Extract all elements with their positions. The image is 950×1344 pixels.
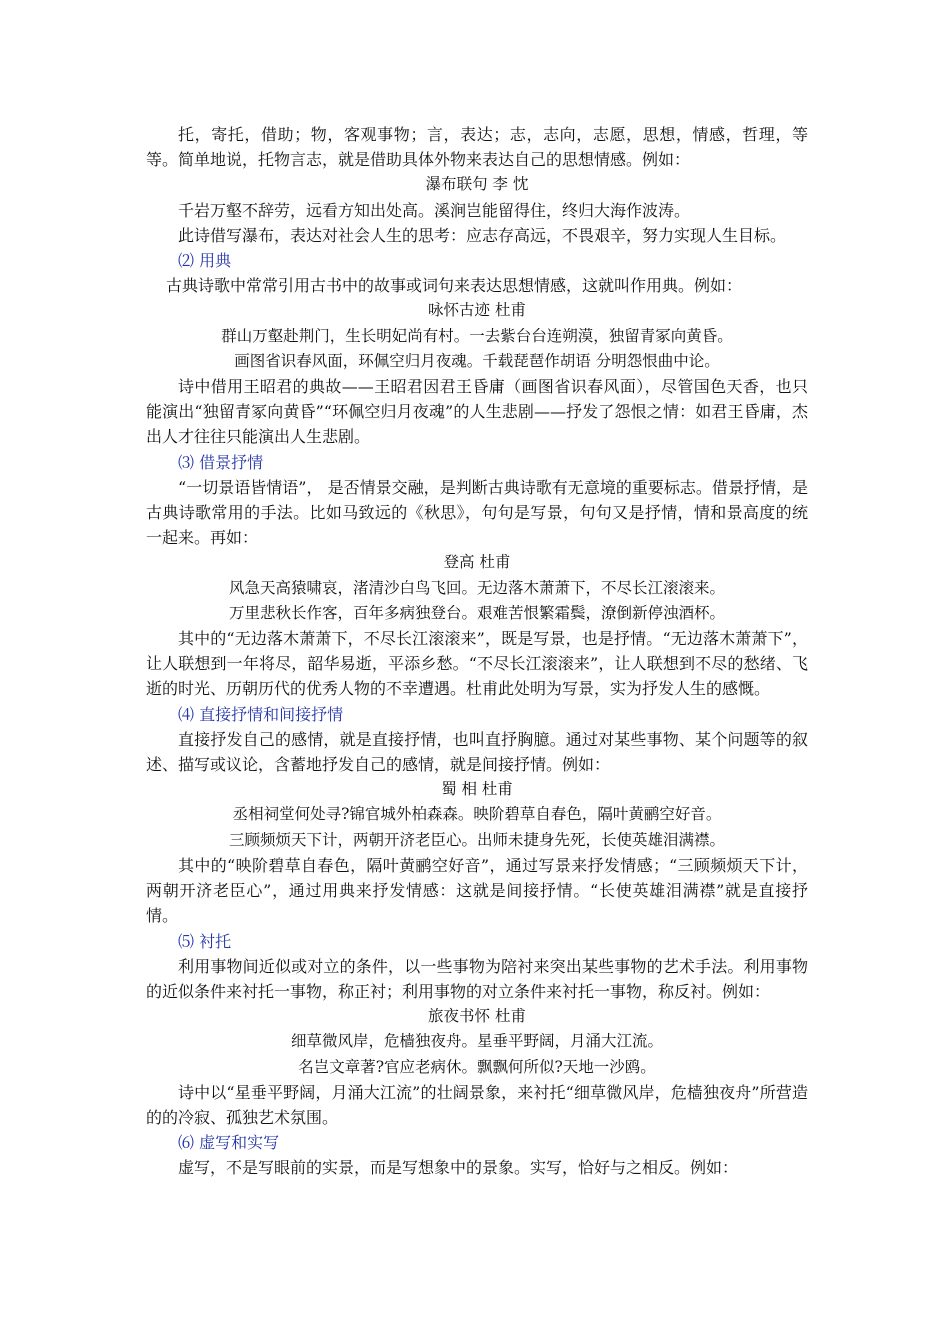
poem-line: 三顾频烦天下计，两朝开济老臣心。出师未捷身先死，长使英雄泪满襟。	[228, 830, 725, 849]
section-heading-scenery-emotion: ⑶ 借景抒情	[178, 452, 264, 472]
paragraph: 直接抒发自己的感情，就是直接抒情，也叫直抒胸臆。通过对某些事物、某个问题等的叙述、描写或议论，含蓄地抒发自己的感情，就是间接抒情。例如：	[146, 729, 808, 775]
poem-line: 风急天高猿啸哀，渚清沙白鸟飞回。无边落木萧萧下，不尽长江滚滚来。	[228, 578, 725, 597]
poem-line: 丞相祠堂何处寻?锦官城外柏森森。映阶碧草自春色，隔叶黄鹂空好音。	[232, 805, 722, 824]
paragraph: 虚写，不是写眼前的实景，而是写想象中的景象。实写，恰好与之相反。例如：	[178, 1158, 739, 1178]
poem-line: 群山万壑赴荆门，生长明妃尚有村。一去紫台台连朔漠，独留青冢向黄昏。	[221, 326, 733, 345]
poem-title: 登高 杜甫	[443, 553, 511, 572]
section-heading-virtual-real: ⑹ 虚写和实写	[178, 1133, 280, 1153]
section-heading-direct-indirect: ⑷ 直接抒情和间接抒情	[178, 704, 344, 724]
section-heading-allusion: ⑵ 用典	[178, 251, 232, 271]
poem-line: 名岂文章著?官应老病休。飘飘何所似?天地一沙鸥。	[298, 1057, 656, 1076]
poem-line: 画图省识春风面，环佩空归月夜魂。千载琵琶作胡语 分明怨恨曲中论。	[234, 351, 720, 370]
section-heading-contrast: ⑸ 衬托	[178, 931, 232, 951]
poem-title: 咏怀古迹 杜甫	[428, 301, 526, 320]
paragraph: “一切景语皆情语”， 是否情景交融，是判断古典诗歌有无意境的重要标志。借景抒情，是古典诗歌常用的手法。比如马致远的《秋思》，句句是写景，句句又是抒情，情和景高度的统一起来。再如：	[146, 477, 808, 548]
poem-line: 千岩万壑不辞劳，远看方知出处高。溪涧岂能留得住，终归大海作波涛。	[178, 200, 691, 220]
poem-title: 瀑布联句 李 忱	[425, 175, 529, 194]
paragraph: 古典诗歌中常常引用古书中的故事或词句来表达思想情感，这就叫作用典。例如：	[166, 276, 743, 296]
paragraph: 利用事物间近似或对立的条件，以一些事物为陪衬来突出某些事物的艺术手法。利用事物的近似条件来衬托一事物，称正衬；利用事物的对立条件来衬托一事物，称反衬。例如：	[146, 956, 808, 1001]
paragraph: 此诗借写瀑布，表达对社会人生的思考：应志存高远，不畏艰辛，努力实现人生目标。	[178, 225, 787, 245]
poem-line: 万里悲秋长作客，百年多病独登台。艰难苦恨繁霜鬓，潦倒新停浊酒杯。	[228, 603, 725, 622]
paragraph: 其中的“映阶碧草自春色，隔叶黄鹂空好音”，通过写景来抒发情感；“三顾频烦天下计，两朝开济老臣心”，通过用典来抒发情感：这就是间接抒情。“长使英雄泪满襟”就是直接抒情。	[146, 855, 808, 926]
paragraph: 诗中借用王昭君的典故——王昭君因君王昏庸（画图省识春风面），尽管国色天香，也只能演出“独留青冢向黄昏”“环佩空归月夜魂”的人生悲剧——抒发了怨恨之情：如君王昏庸，杰出人才往往只能演出人生悲剧。	[146, 377, 808, 447]
poem-title: 旅夜书怀 杜甫	[428, 1007, 526, 1026]
paragraph: 其中的“无边落木萧萧下，不尽长江滚滚来”，既是写景，也是抒情。“无边落木萧萧下”，让人联想到一年将尽，韶华易逝，平添乡愁。“不尽长江滚滚来”，让人联想到不尽的愁绪、飞逝的时光、历朝历代的优秀人物的不幸遭遇。杜甫此处明为写景，实为抒发人生的感慨。	[146, 629, 808, 699]
poem-title: 蜀 相 杜甫	[441, 780, 513, 799]
paragraph: 托，寄托，借助；物，客观事物；言，表达；志，志向，志愿，思想，情感，哲理，等等。简单地说，托物言志，就是借助具体外物来表达自己的思想情感。例如：	[146, 125, 808, 170]
poem-line: 细草微风岸，危樯独夜舟。星垂平野阔，月涌大江流。	[290, 1032, 663, 1051]
document-page	[146, 122, 808, 1181]
paragraph: 诗中以“星垂平野阔，月涌大江流”的壮阔景象，来衬托“细草微风岸，危樯独夜舟”所营造的的冷寂、孤独艺术氛围。	[146, 1082, 808, 1127]
